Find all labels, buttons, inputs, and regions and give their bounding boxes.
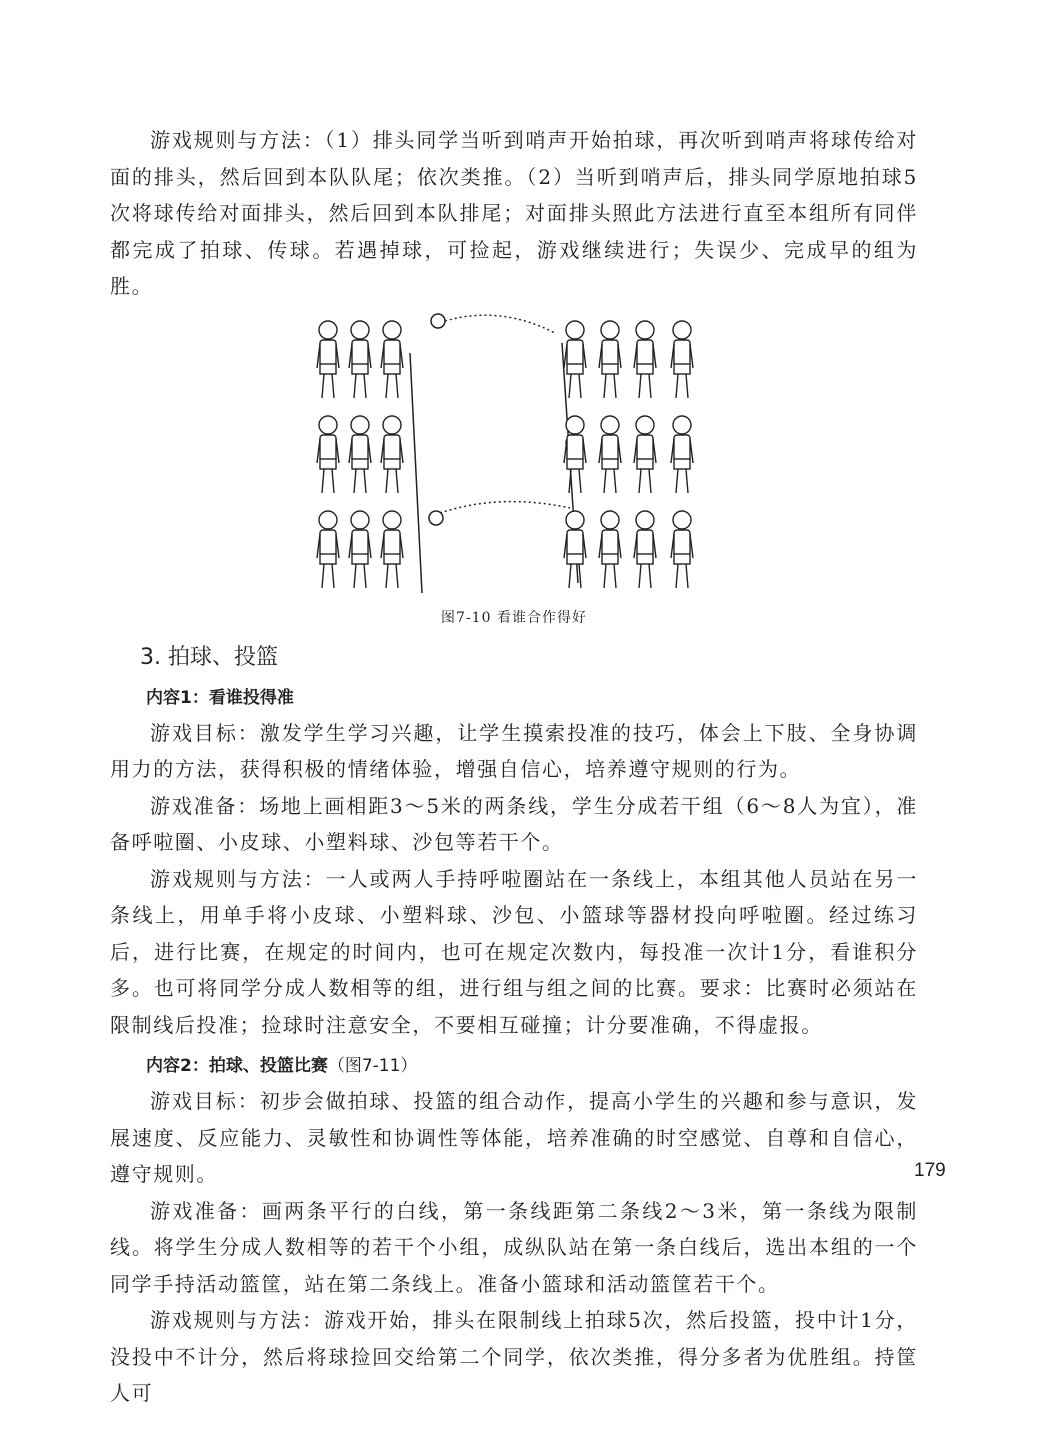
child-figure xyxy=(381,321,403,398)
child-figure xyxy=(599,416,621,493)
content2-heading xyxy=(146,1049,918,1083)
content1-heading: 内容1：看谁投得准 xyxy=(146,687,294,708)
child-figure xyxy=(317,416,339,493)
child-figure xyxy=(349,511,371,588)
figure-reference: （图7-11） xyxy=(327,1056,418,1076)
ball xyxy=(429,511,443,525)
paragraph: 游戏目标：激发学生学习兴趣，让学生摸索投准的技巧，体会上下肢、全身协调用力的方法，获得积极的情绪体验，增强自信心，培养遵守规则的行为。 xyxy=(110,720,918,781)
child-figure xyxy=(564,321,586,398)
ball xyxy=(431,314,445,328)
paragraph: 游戏目标：初步会做拍球、投篮的组合动作，提高小学生的兴趣和参与意识，发展速度、反应能力、灵敏性和协调性等体能，培养准确的时空感觉、自尊和自信心，遵守规则。 xyxy=(110,1089,918,1186)
children-passing-ball-illustration xyxy=(310,313,740,598)
page-body xyxy=(110,122,918,1412)
child-figure xyxy=(381,416,403,493)
paragraph: 游戏准备：场地上画相距3～5米的两条线，学生分成若干组（6～8人为宜），准备呼啦圈、小皮球、小塑料球、沙包等若干个。 xyxy=(110,793,918,854)
child-figure xyxy=(634,416,656,493)
section-title: 3. 拍球、投篮 xyxy=(140,644,278,670)
paragraph: 游戏规则与方法：（1）排头同学当听到哨声开始拍球，再次听到哨声将球传给对面的排头，然后回到本队队尾；依次类推。（2）当听到哨声后，排头同学原地拍球5次将球传给对面排头，然后回到本队排尾；对面排头照此方法进行直至本组所有同伴都完成了拍球、传球。若遇掉球，可捡起，游戏继续进行；失误少、完成早的组为胜。 xyxy=(110,128,918,298)
child-figure xyxy=(671,416,693,493)
content2-heading-text: 内容2：拍球、投篮比赛 xyxy=(146,1056,328,1076)
child-figure xyxy=(599,511,621,588)
child-figure xyxy=(349,416,371,493)
figure-caption: 图7-10 看谁合作得好 xyxy=(441,609,587,626)
child-figure xyxy=(317,321,339,398)
child-figure xyxy=(564,511,586,588)
child-figure xyxy=(564,416,586,493)
figure-illustration xyxy=(110,313,918,603)
line-left xyxy=(410,353,422,593)
child-figure xyxy=(599,321,621,398)
child-figure xyxy=(634,321,656,398)
child-figure xyxy=(671,321,693,398)
child-figure xyxy=(349,321,371,398)
child-figure xyxy=(671,511,693,588)
page-number: 179 xyxy=(914,1160,946,1181)
paragraph: 游戏准备：画两条平行的白线，第一条线距第二条线2～3米，第一条线为限制线。将学生分成人数相等的若干个小组，成纵队站在第一条白线后，选出本组的一个同学手持活动篮筐，站在第二条线上。准备小篮球和活动篮筐若干个。 xyxy=(110,1198,918,1296)
paragraph: 游戏规则与方法：一人或两人手持呼啦圈站在一条线上，本组其他人员站在另一条线上，用单手将小皮球、小塑料球、沙包、小篮球等器材投向呼啦圈。经过练习后，进行比赛，在规定的时间内，也可在规定次数内，每投准一次计1分，看谁积分多。也可将同学分成人数相等的组，进行组与组之间的比赛。要求：比赛时必须站在限制线后投准；捡球时注意安全，不要相互碰撞；计分要准确，不得虚报。 xyxy=(110,866,918,1037)
child-figure xyxy=(634,511,656,588)
child-figure xyxy=(381,511,403,588)
paragraph: 游戏规则与方法：游戏开始，排头在限制线上拍球5次，然后投篮，投中计1分，没投中不计分，然后将球捡回交给第二个同学，依次类推，得分多者为优胜组。持筐人可 xyxy=(110,1308,918,1405)
child-figure xyxy=(317,511,339,588)
